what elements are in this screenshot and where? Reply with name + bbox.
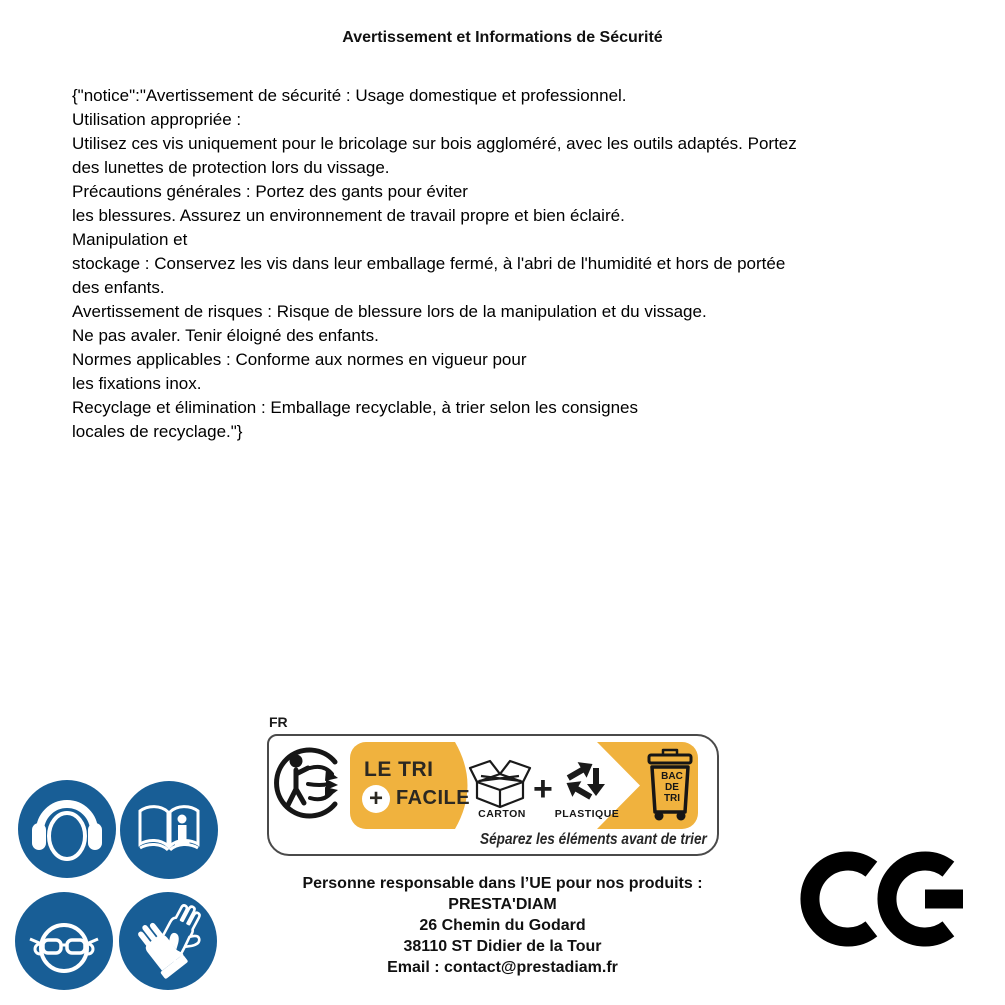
- read-instruction-manual-icon: [119, 780, 219, 880]
- plus-sign: +: [533, 770, 553, 808]
- plus-circle-icon: +: [362, 785, 390, 813]
- page-title: Avertissement et Informations de Sécurité: [342, 29, 663, 46]
- notice-line: {"notice":"Avertissement de sécurité : Usage domestique et professionnel.: [72, 86, 627, 105]
- bin-label: BAC DE TRI: [661, 771, 683, 804]
- address-city: 38110 ST Didier de la Tour: [403, 938, 602, 955]
- notice-text: [72, 84, 952, 444]
- company-name: PRESTA'DIAM: [448, 896, 557, 913]
- ce-mark-icon: [795, 847, 967, 953]
- wear-eye-protection-icon: [14, 891, 114, 991]
- notice-line: les fixations inox.: [72, 374, 202, 393]
- triman-icon: [277, 750, 338, 816]
- notice-line: des lunettes de protection lors du vissage.: [72, 158, 390, 177]
- notice-line: Utilisation appropriée :: [72, 110, 242, 129]
- letri-headline: LE TRI: [364, 758, 434, 781]
- notice-line: les blessures. Assurez un environnement de travail propre et bien éclairé.: [72, 206, 625, 225]
- contact-email: Email : contact@prestadiam.fr: [387, 959, 618, 976]
- notice-line: des enfants.: [72, 278, 165, 297]
- notice-line: stockage : Conservez les vis dans leur emballage fermé, à l'abri de l'humidité et hors de portée: [72, 254, 786, 273]
- facile-headline: FACILE: [396, 787, 471, 809]
- sorting-tagline: Séparez les éléments avant de trier: [480, 831, 707, 848]
- notice-line: Utilisez ces vis uniquement pour le bricolage sur bois aggloméré, avec les outils adaptés. Portez: [72, 134, 797, 153]
- responsible-line: Personne responsable dans l’UE pour nos produits :: [302, 875, 703, 892]
- tri-facile-box: [267, 734, 719, 856]
- wear-ear-protection-icon: [17, 779, 117, 879]
- material-carton-label: CARTON: [478, 808, 526, 820]
- responsible-person-block: [250, 873, 755, 978]
- country-code: FR: [269, 714, 288, 730]
- wear-protective-gloves-icon: [118, 891, 218, 991]
- notice-line: Normes applicables : Conforme aux normes en vigueur pour: [72, 350, 527, 369]
- address-street: 26 Chemin du Godard: [419, 917, 586, 934]
- notice-line: locales de recyclage."}: [72, 422, 243, 441]
- recycling-sorting-label: [267, 714, 719, 859]
- notice-line: Manipulation et: [72, 230, 188, 249]
- material-plastique-label: PLASTIQUE: [554, 808, 620, 820]
- notice-line: Précautions générales : Portez des gants pour éviter: [72, 182, 468, 201]
- notice-line: Avertissement de risques : Risque de blessure lors de la manipulation et du vissage.: [72, 302, 707, 321]
- notice-line: Recyclage et élimination : Emballage recyclable, à trier selon les consignes: [72, 398, 639, 417]
- notice-line: Ne pas avaler. Tenir éloigné des enfants.: [72, 326, 379, 345]
